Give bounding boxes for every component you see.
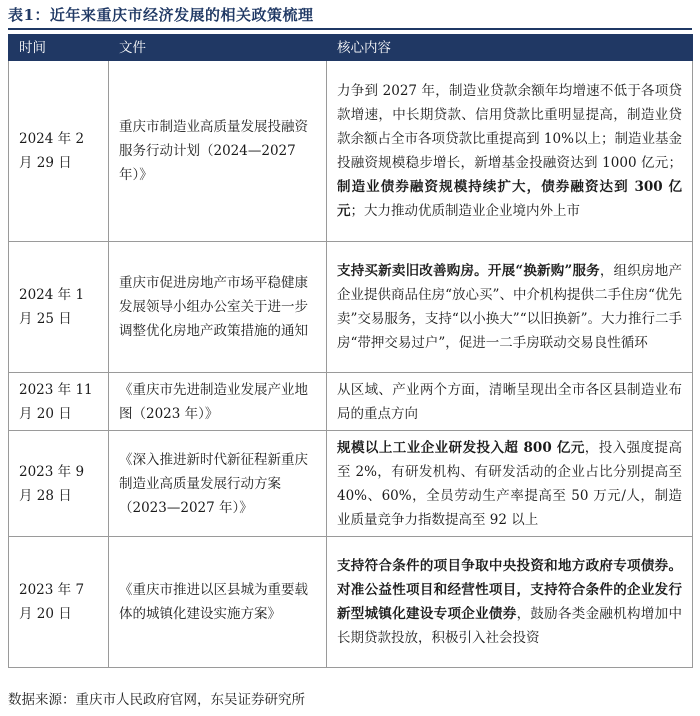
core-text-segment: ，组织房地产企业提供商品住房“放心买”、中介机构提供二手住房“优先卖”交易服务，支持“以小换大”“以旧换新”。大力推行二手房“带押交易过户”，促进一二手房联动交易良性循环 [337,263,683,351]
policy-table [8,34,693,668]
row-file: 《重庆市推进以区县城为重要载体的城镇化建设实施方案》 [109,537,327,668]
row-time: 2023 年 7 月 20 日 [9,537,109,668]
core-text-segment: 从区域、产业两个方面，清晰呈现出全市各区县制造业布局的重点方向 [337,381,682,422]
row-time: 2023 年 11 月 20 日 [9,373,109,431]
row-time: 2023 年 9 月 28 日 [9,431,109,537]
table-row [9,431,693,537]
row-file: 《重庆市先进制造业发展产业地图（2023 年）》 [109,373,327,431]
core-text-segment: ；大力推动优质制造业企业境内外上市 [350,203,580,219]
row-core-content [327,61,693,242]
row-core-content [327,431,693,537]
core-text-emphasis: 支持符合条件的项目争取中央投资和地方政府专项债券。对准公益性项目和经营性项目，支持符合条件的企业发行新型城镇化建设专项企业债券 [337,558,682,622]
row-core-content [327,242,693,373]
table-title: 表1：近年来重庆市经济发展的相关政策梳理 [8,6,314,24]
core-text-emphasis: 支持买新卖旧改善购房。开展“换新购”服务 [337,263,600,279]
row-file: 《深入推进新时代新征程新重庆制造业高质量发展行动方案（2023—2027 年）》 [109,431,327,537]
column-header-core: 核心内容 [327,35,693,61]
row-file: 重庆市促进房地产市场平稳健康发展领导小组办公室关于进一步调整优化房地产政策措施的通知 [109,242,327,373]
table-row [9,537,693,668]
row-time: 2024 年 1 月 25 日 [9,242,109,373]
data-source-note: 数据来源：重庆市人民政府官网，东吴证券研究所 [8,692,305,708]
core-text-segment: 力争到 2027 年，制造业贷款余额年均增速不低于各项贷款增速，中长期贷款、信用贷款比重明显提高，制造业贷款余额占全市各项贷款比重提高到 10%以上；制造业基金投融资规模稳步增长，新增基金投融资达到 1000 亿元； [337,83,682,171]
core-text-emphasis: 制造业债券融资规模持续扩大，债券融资达到 300 亿元 [337,179,682,219]
title-divider [8,28,692,30]
column-header-time: 时间 [9,35,109,61]
column-header-file: 文件 [109,35,327,61]
core-text-emphasis: 规模以上工业企业研发投入超 800 亿元 [337,439,585,456]
row-file: 重庆市制造业高质量发展投融资服务行动计划（2024—2027 年）》 [109,61,327,242]
row-time: 2024 年 2 月 29 日 [9,61,109,242]
table-row [9,373,693,431]
table-row [9,61,693,242]
row-core-content [327,537,693,668]
table-header-row [9,35,693,61]
table-row [9,242,693,373]
core-text-segment: ，鼓励各类金融机构增加中长期贷款投放，积极引入社会投资 [337,606,682,646]
row-core-content [327,373,693,431]
core-text-segment: ，投入强度提高至 2%，有研发机构、有研发活动的企业占比分别提高至 40%、60%，全员劳动生产率提高至 50 万元/人，制造业质量竞争力指数提高至 92 以上 [337,439,682,528]
